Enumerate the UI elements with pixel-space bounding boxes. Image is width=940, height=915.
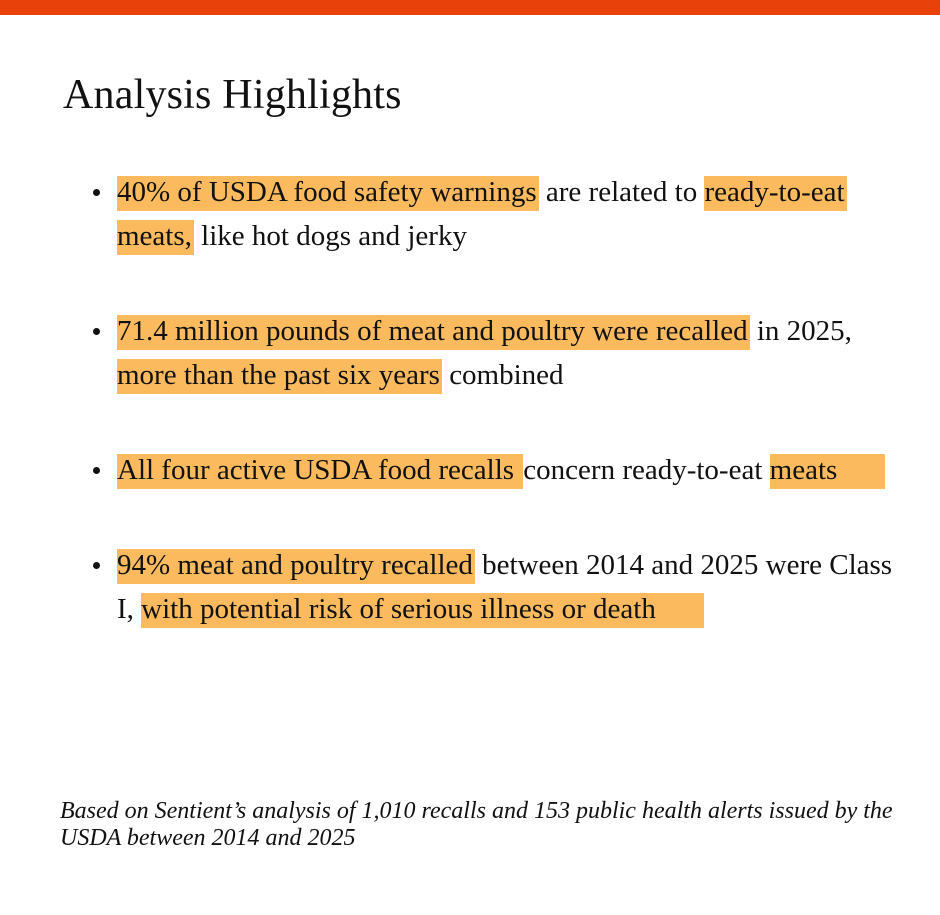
- highlighted-phrase: meats: [770, 454, 886, 489]
- plain-text: concern ready-to-eat: [523, 454, 770, 486]
- top-accent-bar: [0, 0, 940, 15]
- plain-text: like hot dogs and jerky: [193, 220, 467, 252]
- highlights-list: [117, 170, 907, 682]
- source-footnote: Based on Sentient’s analysis of 1,010 recalls and 153 public health alerts issued by the USDA between 2014 and 2025: [60, 798, 893, 851]
- highlight-item-4: [117, 543, 907, 631]
- highlight-item-2: [117, 309, 907, 397]
- highlight-item-3: [117, 448, 907, 492]
- plain-text: in 2025,: [749, 315, 852, 347]
- highlighted-phrase: with potential risk of serious illness or death: [141, 593, 704, 628]
- highlighted-phrase: more than the past six years: [117, 359, 442, 394]
- plain-text: are related to: [538, 176, 705, 208]
- plain-text: combined: [441, 359, 564, 391]
- page-title: Analysis Highlights: [63, 72, 402, 118]
- plain-text: between 2014 and 2025 were Class I,: [117, 549, 893, 625]
- highlighted-phrase: 40% of USDA food safety warnings: [117, 176, 539, 211]
- highlight-item-1: [117, 170, 907, 258]
- highlighted-phrase: ready-to-eat meats,: [117, 176, 847, 255]
- highlighted-phrase: 94% meat and poultry recalled: [117, 549, 475, 584]
- highlighted-phrase: 71.4 million pounds of meat and poultry were recalled: [117, 315, 750, 350]
- highlighted-phrase: All four active USDA food recalls: [117, 454, 523, 489]
